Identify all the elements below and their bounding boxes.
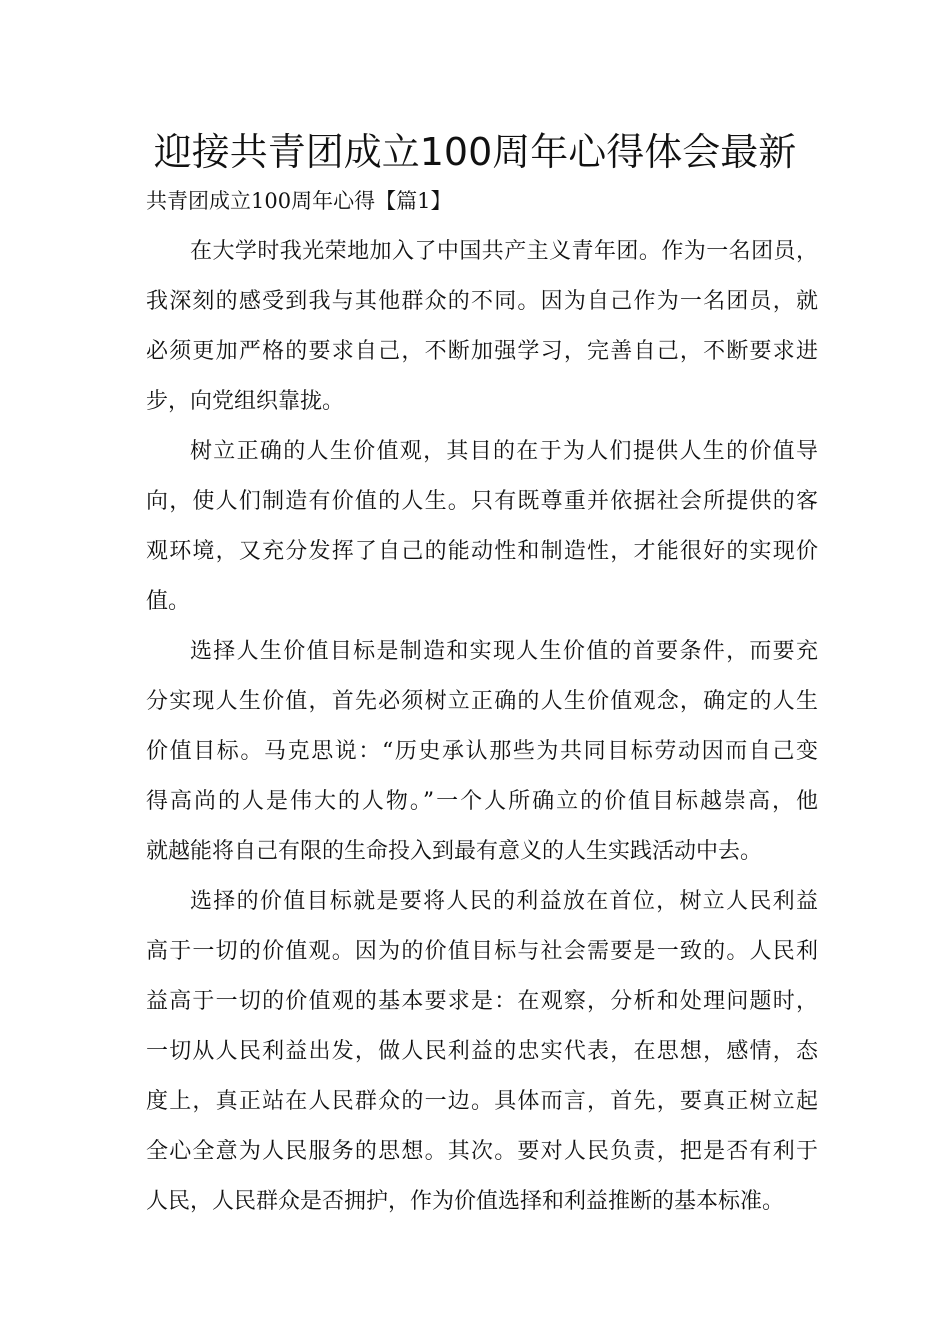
paragraph-line: 向，使人们制造有价值的人生。只有既尊重并依据社会所提供的客 — [146, 489, 818, 514]
paragraph-line: 我深刻的感受到我与其他群众的不同。因为自己作为一名团员，就 — [146, 289, 818, 314]
paragraph-line: 选择的价值目标就是要将人民的利益放在首位，树立人民利益 — [190, 889, 818, 914]
paragraph-3 — [146, 627, 818, 877]
paragraph-line: 人民，人民群众是否拥护，作为价值选择和利益推断的基本标准。 — [146, 1189, 785, 1214]
paragraph-line: 益高于一切的价值观的基本要求是：在观察，分析和处理问题时， — [146, 989, 818, 1014]
paragraph-line: 分实现人生价值，首先必须树立正确的人生价值观念，确定的人生 — [146, 689, 818, 714]
paragraph-line: 必须更加严格的要求自己，不断加强学习，完善自己，不断要求进 — [146, 339, 818, 364]
section-heading: 共青团成立100周年心得【篇1】 — [146, 189, 452, 213]
paragraph-line: 值。 — [146, 589, 191, 614]
paragraph-1 — [146, 227, 818, 427]
paragraph-2 — [146, 427, 818, 627]
paragraph-line: 观环境，又充分发挥了自己的能动性和制造性，才能很好的实现价 — [146, 539, 818, 564]
paragraph-line: 价值目标。马克思说：“历史承认那些为共同目标劳动因而自己变 — [146, 739, 818, 764]
paragraph-line: 树立正确的人生价值观，其目的在于为人们提供人生的价值导 — [190, 439, 818, 464]
paragraph-4 — [146, 877, 818, 1227]
paragraph-line: 一切从人民利益出发，做人民利益的忠实代表，在思想，感情，态 — [146, 1039, 818, 1064]
document-title: 迎接共青团成立100周年心得体会最新 — [153, 130, 797, 174]
paragraph-line: 就越能将自己有限的生命投入到最有意义的人生实践活动中去。 — [146, 839, 763, 864]
paragraph-line: 选择人生价值目标是制造和实现人生价值的首要条件，而要充 — [190, 639, 818, 664]
paragraph-line: 全心全意为人民服务的思想。其次。要对人民负责，把是否有利于 — [146, 1139, 818, 1164]
paragraph-line: 度上，真正站在人民群众的一边。具体而言，首先，要真正树立起 — [146, 1089, 818, 1114]
paragraph-line: 在大学时我光荣地加入了中国共产主义青年团。作为一名团员， — [190, 239, 818, 264]
paragraph-line: 步，向党组织靠拢。 — [146, 389, 345, 414]
document-body — [146, 227, 818, 1227]
paragraph-line: 高于一切的价值观。因为的价值目标与社会需要是一致的。人民利 — [146, 939, 818, 964]
paragraph-line: 得高尚的人是伟大的人物。”一个人所确立的价值目标越崇高，他 — [146, 789, 818, 814]
